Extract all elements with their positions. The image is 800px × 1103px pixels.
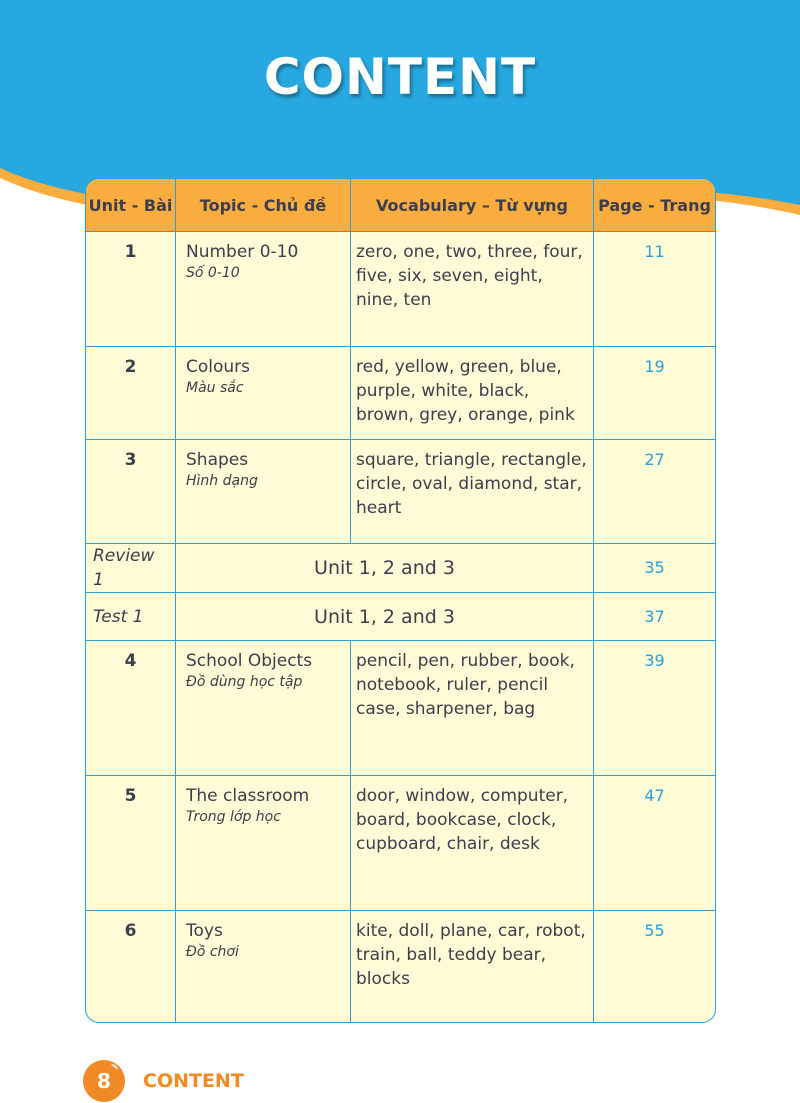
unit-cell: 4 — [86, 640, 175, 775]
table-row — [86, 640, 715, 775]
page-link[interactable]: 39 — [593, 640, 715, 775]
page-link[interactable]: 37 — [593, 592, 715, 640]
unit-cell: 2 — [86, 346, 175, 439]
topic-cell — [175, 346, 350, 439]
page-number-badge: 8 — [83, 1060, 125, 1102]
table-row — [86, 439, 715, 543]
topic-vi: Màu sắc — [186, 380, 244, 396]
footer-title: CONTENT — [143, 1070, 244, 1092]
topic-en: Shapes — [186, 450, 249, 470]
page-footer — [83, 1060, 244, 1102]
topic-cell — [175, 775, 350, 910]
topic-vi: Trong lớp học — [186, 809, 281, 825]
topic-vi: Đồ dùng học tập — [186, 674, 303, 690]
topic-cell — [175, 640, 350, 775]
unit-cell: 5 — [86, 775, 175, 910]
unit-cell: 6 — [86, 910, 175, 1022]
page-title: CONTENT — [263, 48, 537, 106]
page-link[interactable]: 55 — [593, 910, 715, 1022]
content-table — [85, 178, 716, 1023]
topic-vi: Hình dạng — [186, 473, 258, 489]
table-header-row — [86, 179, 715, 231]
vocab-cell: square, triangle, rectangle, circle, oval, diamond, star, heart — [350, 439, 593, 543]
table-row — [86, 910, 715, 1022]
unit-cell: Review 1 — [86, 543, 175, 592]
page-link[interactable]: 11 — [593, 231, 715, 346]
topic-en: The classroom — [186, 786, 310, 806]
vocab-cell: kite, doll, plane, car, robot, train, ball, teddy bear, blocks — [350, 910, 593, 1022]
header-unit: Unit - Bài — [86, 179, 175, 231]
table-row — [86, 346, 715, 439]
header-page: Page - Trang — [593, 179, 715, 231]
page-link[interactable]: 47 — [593, 775, 715, 910]
table-row-review — [86, 543, 715, 592]
topic-en: Number 0-10 — [186, 242, 299, 262]
table-row — [86, 775, 715, 910]
vocab-cell: zero, one, two, three, four, five, six, seven, eight, nine, ten — [350, 231, 593, 346]
unit-cell: 1 — [86, 231, 175, 346]
unit-cell: Test 1 — [86, 592, 175, 640]
unit-cell: 3 — [86, 439, 175, 543]
header-topic: Topic - Chủ đề — [175, 179, 350, 231]
vocab-cell: pencil, pen, rubber, book, notebook, ruler, pencil case, sharpener, bag — [350, 640, 593, 775]
vocab-cell: red, yellow, green, blue, purple, white, black, brown, grey, orange, pink — [350, 346, 593, 439]
vocab-cell: door, window, computer, board, bookcase, clock, cupboard, chair, desk — [350, 775, 593, 910]
table-row — [86, 231, 715, 346]
page-link[interactable]: 35 — [593, 543, 715, 592]
topic-vi: Số 0-10 — [186, 265, 240, 281]
topic-cell — [175, 439, 350, 543]
merged-topic-cell: Unit 1, 2 and 3 — [175, 592, 593, 640]
topic-cell — [175, 231, 350, 346]
topic-cell — [175, 910, 350, 1022]
topic-en: Colours — [186, 357, 251, 377]
merged-topic-cell: Unit 1, 2 and 3 — [175, 543, 593, 592]
topic-en: School Objects — [186, 651, 313, 671]
page-link[interactable]: 27 — [593, 439, 715, 543]
header-vocabulary: Vocabulary – Từ vựng — [350, 179, 593, 231]
topic-vi: Đồ chơi — [186, 944, 239, 960]
page-link[interactable]: 19 — [593, 346, 715, 439]
topic-en: Toys — [186, 921, 223, 941]
table-row-test — [86, 592, 715, 640]
